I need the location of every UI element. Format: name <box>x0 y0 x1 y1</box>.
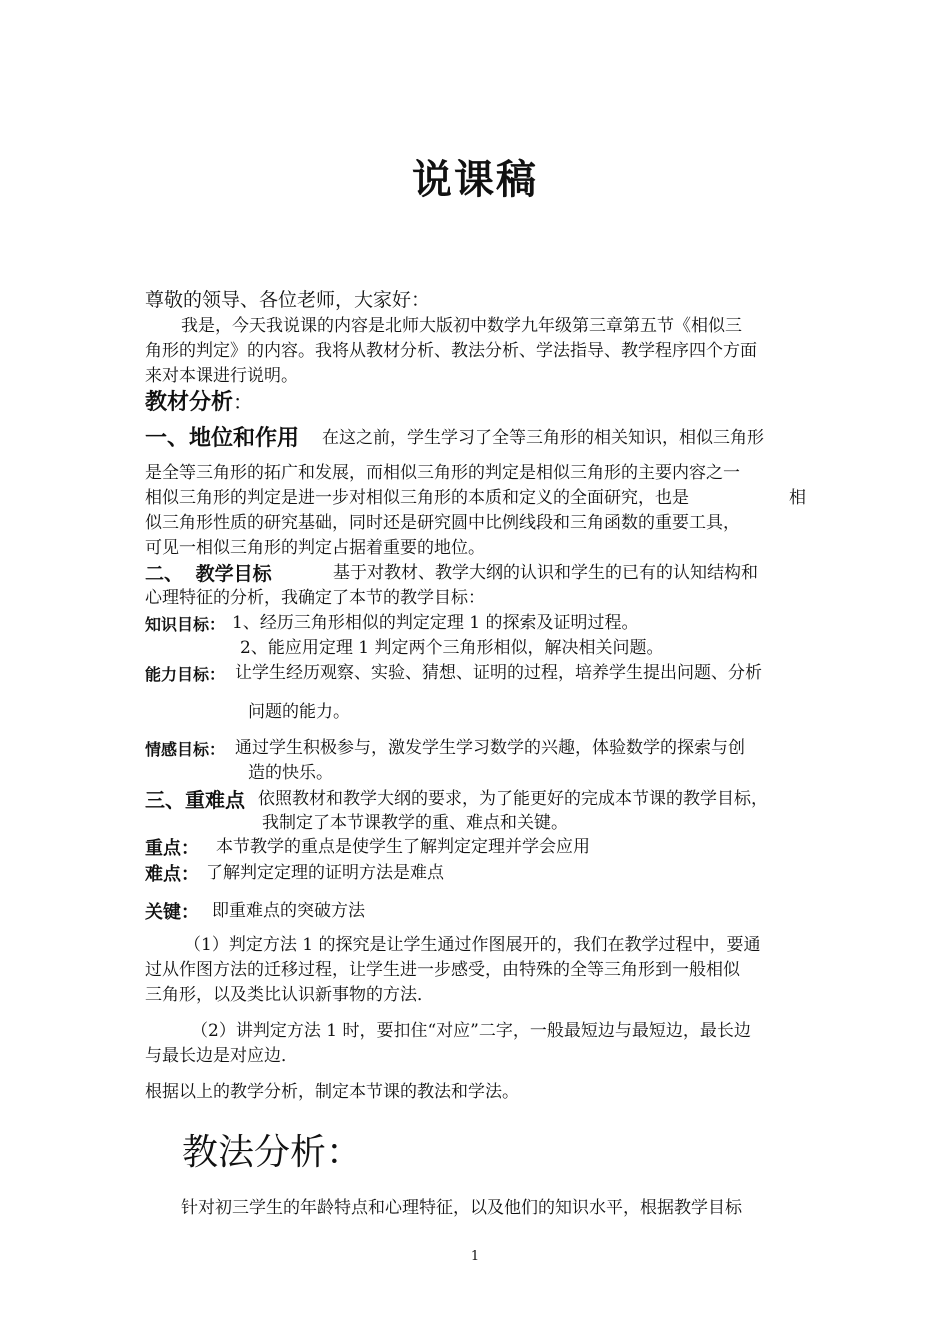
subheading-goals: 二、 教学目标 <box>145 563 272 585</box>
emotion-goal-line-1: 通过学生积极参与，激发学生学习数学的兴趣，体验数学的探索与创 <box>235 738 745 758</box>
paragraph-1-line-2: 过从作图方法的迁移过程，让学生进一步感受，由特殊的全等三角形到一般相似 <box>145 960 740 980</box>
knowledge-goal-label: 知识目标： <box>145 615 226 634</box>
goals-line-2: 心理特征的分析，我确定了本节的教学目标： <box>145 588 485 608</box>
ability-goal-label: 能力目标： <box>145 665 226 684</box>
section-heading-material <box>145 385 253 416</box>
knowledge-goal-1: 1、经历三角形相似的判定定理 1 的探索及证明过程。 <box>232 613 639 633</box>
difficulty-line-2: 我制定了本节课教学的重、难点和关键。 <box>262 813 568 833</box>
section-heading-method: 教法分析： <box>182 1132 363 1173</box>
difficulty-line-1: 依照教材和教学大纲的要求，为了能更好的完成本节课的教学目标， <box>258 789 768 809</box>
emotion-goal-label: 情感目标： <box>145 740 226 759</box>
position-line-3: 相似三角形的判定是进一步对相似三角形的本质和定义的全面研究，也是 <box>145 488 689 508</box>
position-line-4: 似三角形性质的研究基础，同时还是研究圆中比例线段和三角函数的重要工具， <box>145 513 740 533</box>
hard-point-text: 了解判定定理的证明方法是难点 <box>206 863 444 883</box>
position-line-1: 在这之前，学生学习了全等三角形的相关知识，相似三角形 <box>322 428 764 448</box>
goals-line-1: 基于对教材、教学大纲的认识和学生的已有的认知结构和 <box>333 563 758 583</box>
emotion-goal-line-2: 造的快乐。 <box>248 763 333 783</box>
position-line-5: 可见一相似三角形的判定占据着重要的地位。 <box>145 538 485 558</box>
ability-goal-line-1: 让学生经历观察、实验、猜想、证明的过程，培养学生提出问题、分析 <box>235 663 762 683</box>
knowledge-goal-2: 2、能应用定理 1 判定两个三角形相似，解决相关问题。 <box>240 638 664 658</box>
paragraph-2-line-1: （2）讲判定方法 1 时，要扣住“对应”二字，一般最短边与最短边，最长边 <box>191 1021 751 1041</box>
ability-goal-line-2: 问题的能力。 <box>248 702 350 722</box>
key-point-text: 本节教学的重点是使学生了解判定定理并学会应用 <box>216 837 590 857</box>
paragraph-1-line-3: 三角形，以及类比认识新事物的方法． <box>145 985 434 1005</box>
method-line-1: 针对初三学生的年龄特点和心理特征，以及他们的知识水平，根据教学目标 <box>181 1198 742 1218</box>
page-title: 说课稿 <box>412 157 538 203</box>
position-line-3-tail: 相 <box>789 488 806 508</box>
section-heading-material-text: 教材分析 <box>145 390 234 415</box>
subheading-position: 一、地位和作用 <box>145 426 300 451</box>
crux-label: 关键： <box>145 902 199 923</box>
subheading-difficulty: 三、重难点 <box>145 788 245 812</box>
intro-line-3: 来对本课进行说明。 <box>145 366 298 386</box>
paragraph-2-line-2: 与最长边是对应边． <box>145 1046 298 1066</box>
crux-text: 即重难点的突破方法 <box>212 901 365 921</box>
hard-point-label: 难点： <box>145 864 199 885</box>
page-number: 1 <box>470 1249 480 1264</box>
greeting: 尊敬的领导、各位老师，大家好： <box>145 289 431 311</box>
intro-line-2: 角形的判定》的内容。我将从教材分析、教法分析、学法指导、教学程序四个方面 <box>145 341 757 361</box>
intro-line-1: 我是，今天我说课的内容是北师大版初中数学九年级第三章第五节《相似三 <box>181 316 742 336</box>
section-heading-material-colon: ： <box>233 390 254 414</box>
paragraph-1-line-1: （1）判定方法 1 的探究是让学生通过作图展开的，我们在教学过程中，要通 <box>184 935 761 955</box>
key-point-label: 重点： <box>145 838 199 859</box>
position-line-2: 是全等三角形的拓广和发展，而相似三角形的判定是相似三角形的主要内容之一 <box>145 463 740 483</box>
summary-line: 根据以上的教学分析，制定本节课的教法和学法。 <box>145 1082 519 1102</box>
